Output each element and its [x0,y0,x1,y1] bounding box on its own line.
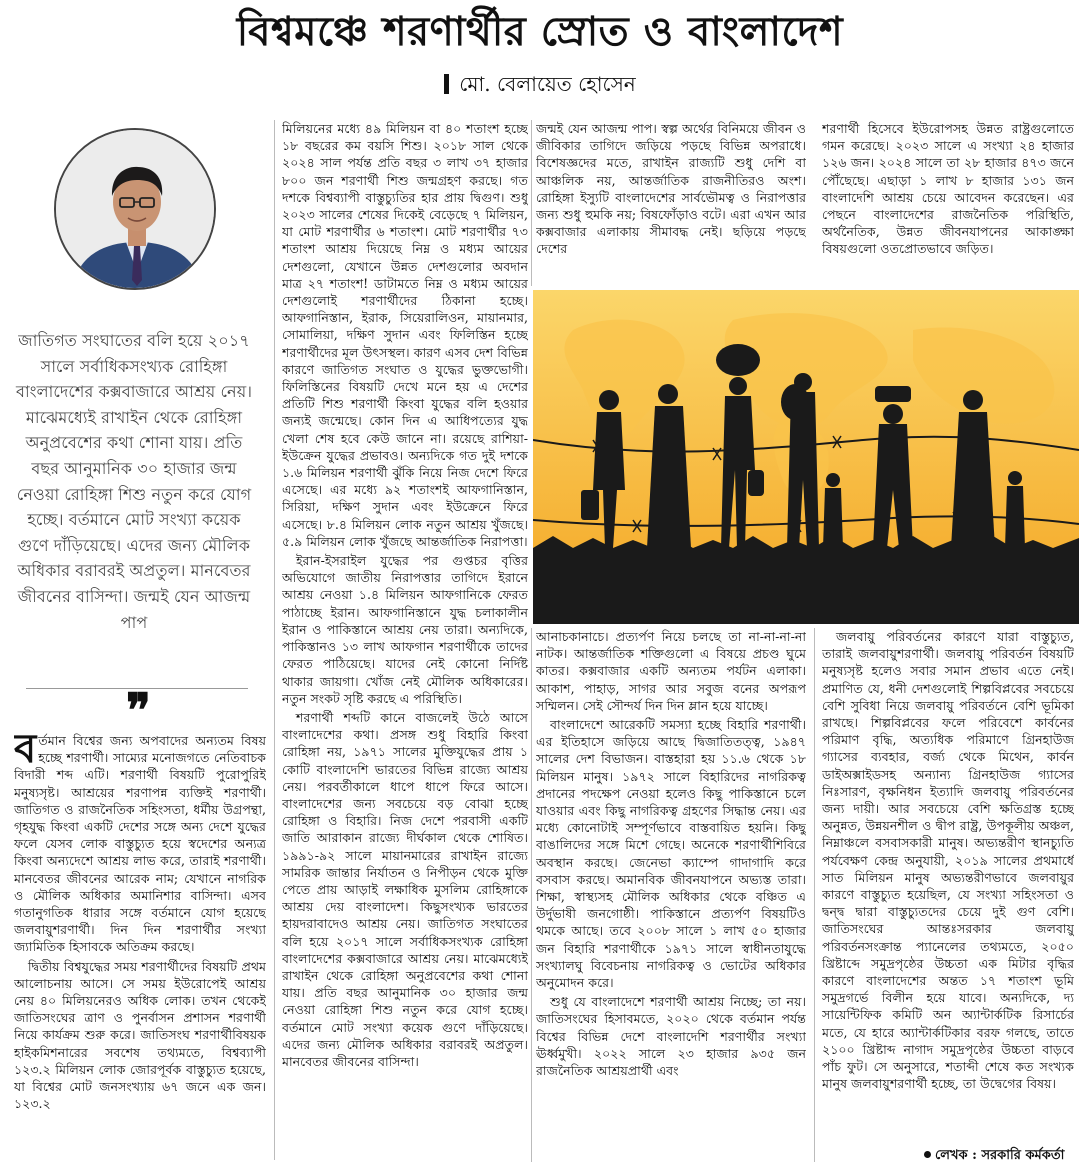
column-rule [531,120,532,286]
author-name: মো. বেলায়েত হোসেন [459,72,636,96]
quote-mark-icon: ❞ [126,683,151,737]
paragraph-text: র্তমান বিশ্বের জন্য অপবাদের অন্যতম বিষয় হচ্ছে শরণার্থী। সাম্যের মনোজগতে নেতিবাচক বিদারী শব্দ এটি। শরণার্থী বিষয়টি পুরোপুরিই মনুষ্যসৃষ্ট। আশ্রয়ের শরণাপন্ন ব্যক্তিই শরণার্থী। জাতিগত ও রাজনৈতিক সহিংসতা, ধর্মীয় উগ্রপন্থা, গৃহযুদ্ধ কিংবা একটি দেশের সঙ্গে অন্য দেশে যুদ্ধের ফলে যেসব লোক বাস্তুচ্যুত হয়ে স্বদেশের অন্যত্র কিংবা অন্যদেশে আশ্রয় লাভ করে, তারাই শরণার্থী। মানবেতর জীবনের আরেক নাম; যেখানে নাগরিক ও মৌলিক অধিকার অমানিশার বাসিন্দা। এসব গতানুগতিক ধারার সঙ্গে বর্তমানে যোগ হয়েছে জলবায়ুশরণার্থী। দিন দিন শরণার্থীর সংখ্যা জ্যামিতিক হিসাবকে অতিক্রম করছে। [14,733,266,955]
headline: বিশ্বমঞ্চে শরণার্থীর স্রোত ও বাংলাদেশ [236,8,844,55]
column-2 [282,120,528,1166]
author-note-text: লেখক : সরকারি কর্মকর্তা [935,1148,1065,1163]
bullet-icon [924,1151,931,1158]
paragraph: ইরান-ইসরাইল যুদ্ধের পর গুপ্তচর বৃত্তির অভিযোগে জাতীয় নিরাপত্তার তাগিদে ইরানে আশ্রয় নেওয়া ১.৪ মিলিয়ন আফগানিকে ফেরত পাঠাচ্ছে ইরান। আফগানিস্তানে যুদ্ধ চলাকালীন ইরান ও পাকিস্তানে আশ্রয় নেয় তারা। অন্যদিকে, পাকিস্তানও ১৩ লাখ আফগান শরণার্থীকে তাদের ফেরত পাঠিয়েছে। যাদের নেই কোনো নির্দিষ্ট থাকার জায়গা। খোঁজ নেই মৌলিক অধিকারের। নতুন সংকট সৃষ্টি করছে এ পরিস্থিতি। [282,553,528,706]
author-portrait-illustration [56,130,216,290]
paragraph: আনাচকানাচে। প্রত্যর্পণ নিয়ে চলছে তা না-না-না-না নাটক। আন্তর্জাতিক শক্তিগুলো এ বিষয়ে প্রচণ্ড ঘুমে কাতর। কক্সবাজার একটি অন্যতম পর্যটন এলাকা। আকাশ, পাহাড়, সাগর আর সবুজ বনের অপরূপ সম্মিলন। সেই সৌন্দর্য দিন দিন ম্লান হয়ে যাচ্ছে। [536,629,806,713]
paragraph: মিলিয়নের মধ্যে ৪৯ মিলিয়ন বা ৪০ শতাংশ হচ্ছে ১৮ বছরের কম বয়সি শিশু। ২০১৮ সাল থেকে ২০২৪ সাল পর্যন্ত প্রতি বছর ৩ লাখ ৩৭ হাজার ৮০০ জন শরণার্থী শিশু জন্মগ্রহণ করছে। গত দশকে বিশ্বব্যাপী বাস্তুচ্যুতির হার প্রায় দ্বিগুণ। শুধু ২০২৩ সালের শেষের দিকেই বেড়েছে ৭ মিলিয়ন, যা মোট শরণার্থীর ৬ শতাংশ। মোট শরণার্থীর ৭৩ শতাংশ আশ্রয় দিয়েছে নিম্ন ও মধ্যম আয়ের দেশগুলো, যেখানে উন্নত দেশগুলোর অবদান মাত্র ২৭ শতাংশ! ডাটামতে নিম্ন ও মধ্যম আয়ের দেশগুলোই শরণার্থীদের ঠিকানা হচ্ছে। আফগানিস্তান, ইরাক, সিয়েরালিওন, মায়ানমার, সোমালিয়া, দক্ষিণ সুদান এবং ফিলিস্তিন হচ্ছে শরণার্থীদের মূল উৎসস্থল। কারণ এসব দেশ বিভিন্ন কারণে জাতিগত সংঘাত ও যুদ্ধের ভুক্তভোগী। ফিলিস্তিনের বিষয়টি দেখে মনে হয় এ দেশের প্রতিটি শিশু শরণার্থী কিংবা যুদ্ধের বলি হওয়ার জন্যই জন্মেছে। কোন দিন এ আধিপত্যের যুদ্ধ খেলা শেষ হবে কেউ জানে না। রয়েছে রাশিয়া-ইউক্রেন যুদ্ধের প্রভাবও। অন্যদিকে গত দুই দশকে ১.৬ মিলিয়ন শরণার্থী ঝুঁকি নিয়ে নিজ দেশে ফিরে এসেছে। এর মধ্যে ৯২ শতাংশই আফগানিস্তান, সিরিয়া, দক্ষিণ সুদান এবং ইউক্রেনে ফিরে এসেছে। ৮.৪ মিলিয়ন লোক নতুন আশ্রয় খুঁজছে। ৫.৯ মিলিয়ন লোক খুঁজছে আন্তর্জাতিক নিরাপত্তা। [282,121,528,549]
paragraph: শরণার্থী শব্দটি কানে বাজলেই উঠে আসে বাংলাদেশের কথা। প্রসঙ্গ শুধু বিহারি কিংবা রোহিঙ্গা নয়, ১৯৭১ সালের মুক্তিযুদ্ধের প্রায় ১ কোটি বাংলাদেশি ভারতের বিভিন্ন রাজ্যে আশ্রয় নেয়। পরবর্তীকালে ধাপে ধাপে ফিরে আসে। বাংলাদেশের জন্য সবচেয়ে বড় বোঝা হচ্ছে রোহিঙ্গা ও বিহারি। নিজ দেশে পরবাসী একটি জাতি আরাকান রাজ্যে দীর্ঘকাল থেকে শোষিত। ১৯৯১-৯২ সালে মায়ানমারের রাখাইন রাজ্যে সামরিক জান্তার নির্যাতন ও নিপীড়ন থেকে মুক্তি পেতে প্রায় আড়াই লক্ষাধিক মুসলিম রোহিঙ্গাকে আশ্রয় দেয় বাংলাদেশ। কিছুসংখ্যক ভারতের হায়দরাবাদেও আশ্রয় নেয়। জাতিগত সংঘাতের বলি হয়ে ২০১৭ সালে সর্বাধিকসংখ্যক রোহিঙ্গা বাংলাদেশের কক্সবাজারে আশ্রয় নেয়। মাঝেমধ্যেই রাখাইন থেকে রোহিঙ্গা অনুপ্রবেশের কথা শোনা যায়। প্রতি বছর আনুমানিক ৩০ হাজার জন্ম নেওয়া রোহিঙ্গা শিশু নতুন করে যোগ হচ্ছে। বর্তমানে মোট সংখ্যা কয়েক গুণে দাঁড়িয়েছে। এদের জন্য মৌলিক অধিকার বরাবরই অপ্রতুল। মানবেতর জীবনের বাসিন্দা। [282,709,528,1069]
paragraph: জন্মই যেন আজন্ম পাপ। স্বল্প অর্থের বিনিময়ে জীবন ও জীবিকার তাগিদে জড়িয়ে পড়ছে বিভিন্ন অপরাধে। বিশেষজ্ঞদের মতে, রাখাইন রাজ্যটি শুধু দেশি বা আঞ্চলিক নয়, আন্তর্জাতিক রাজনীতিরও অংশ। রোহিঙ্গা ইস্যুটি বাংলাদেশের সার্বভৌমত্ব ও নিরাপত্তার জন্য শুধু হুমকি নয়; বিষফোঁড়াও বটে। এরা এখন আর কক্সবাজার এলাকায় সীমাবদ্ধ নেই। ছড়িয়ে পড়ছে দেশের [536,121,806,257]
column-rule [274,120,275,1160]
paragraph: বাংলাদেশে আরেকটি সমস্যা হচ্ছে বিহারি শরণার্থী। এর ইতিহাসে জড়িয়ে আছে দ্বিজাতিতত্ত্ব, ১৯৪৭ সালের দেশ বিভাজন। বাস্তহারা হয় ১১.৬ থেকে ১৮ মিলিয়ন মানুষ। ১৯৭২ সালে বিহারিদের নাগরিকত্ব প্রদানের পদক্ষেপ নেওয়া হলেও কিছু পাকিস্তানে চলে যাওয়ার এবং কিছু নাগরিকত্ব গ্রহণের সিদ্ধান্ত নেয়। এর মধ্যে কোনোটাই সম্পূর্ণভাবে বাস্তবায়িত হয়নি। কিছু বাঙালিদের সঙ্গে মিশে গেছে। অনেকে শরণার্থীশিবিরে অবস্থান করছে। জেনেভা ক্যাম্পে গাদাগাদি করে বসবাস করছে। অমানবিক জীবনযাপনে অভ্যস্ত তারা। শিক্ষা, স্বাস্থ্যসহ মৌলিক অধিকার থেকে বঞ্চিত এ উর্দুভাষী জনগোষ্ঠী। পাকিস্তানে প্রত্যর্পণ বিষয়টিও থমকে আছে। তবে ২০০৮ সালে ১ লাখ ৫০ হাজার জন বিহারি শরণার্থীকে ১৯৭১ সালে স্বাধীনতাযুদ্ধে সংখ্যালঘু বিবেচনায় নাগরিকত্ব ও ভোটের অধিকার অনুমোদন করে। [536,717,806,991]
column-4-bottom [822,628,1074,1144]
author-photo [54,128,216,290]
column-3-bottom [536,628,806,1166]
byline-bar [444,74,449,94]
paragraph: দ্বিতীয় বিশ্বযুদ্ধের সময় শরণার্থীদের বিষয়টি প্রথম আলোচনায় আসে। সে সময় ইউরোপেই আশ্রয় নেয় ৪০ মিলিয়নেরও অধিক লোক। তখন থেকেই জাতিসংঘের ত্রাণ ও পুনর্বাসন প্রশাসন শরণার্থী নিয়ে কার্যক্রম শুরু করে। জাতিসংঘ শরণার্থীবিষয়ক হাইকমিশনারের সবশেষ তথ্যমতে, বিশ্বব্যাপী ১২৩.২ মিলিয়ন লোক জোরপূর্বক বাস্তুচ্যুত হয়েছে, যা বিশ্বের মোট জনসংখ্যায় ৬৭ জনে এক জন। ১২৩.২ [14,958,266,1112]
column-rule [814,628,815,1162]
column-4-top [822,120,1074,286]
drop-cap: ব [14,732,37,772]
paragraph [14,732,266,956]
byline [0,70,1080,98]
paragraph: জলবায়ু পরিবর্তনের কারণে যারা বাস্তুচ্যুত, তারাই জলবায়ুশরণার্থী। জলবায়ু পরিবর্তন বিষয়টি মনুষ্যসৃষ্ট হলেও সবার সমান প্রভাব এতে নেই। প্রমাণিত যে, ধনী দেশগুলোই শিল্পবিপ্লবের সবচেয়ে বেশি সুবিধা নিয়ে জলবায়ু পরিবর্তনে বেশি ভূমিকা রাখছে। শিল্পবিপ্লবের ফলে পরিবেশে কার্বনের পরিমাণ বৃদ্ধি, অত্যধিক পরিমাণে গ্রিনহাউজ গ্যাসের ব্যবহার, বর্জ্য থেকে মিথেন, কার্বন ডাইঅক্সাইডসহ অন্যান্য গ্রিনহাউজ গ্যাসের নিঃসারণ, বৃক্ষনিধন ইত্যাদি জলবায়ু পরিবর্তনের জন্য দায়ী। আর সবচেয়ে বেশি ক্ষতিগ্রস্ত হচ্ছে অনুন্নত, উন্নয়নশীল ও দ্বীপ রাষ্ট্র, উপকূলীয় অঞ্চল, নিম্নাঞ্চলে বসবাসকারী মানুষ। অভ্যন্তরীণ স্থানচ্যুতি পর্যবেক্ষণ কেন্দ্র অনুযায়ী, ২০১৯ সালের প্রথমার্ধে সাত মিলিয়ন মানুষ অভ্যন্তরীণভাবে জলবায়ুর কারণে বাস্তুচ্যুত হয়েছিল, যে সংখ্যা সহিংসতা ও দ্বন্দ্ব দ্বারা বাস্তুচ্যুতদের চেয়ে দুই গুণ বেশি। জাতিসংঘের আন্তঃসরকার জলবায়ু পরিবর্তনসংক্রান্ত প্যানেলের তথ্যমতে, ২০৫০ খ্রিষ্টাব্দে সমুদ্রপৃষ্ঠের উচ্চতা এক মিটার বৃদ্ধির কারণে বাংলাদেশের অন্তত ১৭ শতাংশ ভূমি সমুদ্রগর্ভে বিলীন হয়ে যাবে। অন্যদিকে, দ্য সায়েন্টিফিক কমিটি অন অ্যান্টার্কটিক রিসার্চের মতে, যে হারে অ্যান্টার্কটিকার বরফ গলছে, তাতে ২১০০ খ্রিষ্টাব্দ নাগাদ সমুদ্রপৃষ্ঠের উচ্চতা বাড়বে পাঁচ ফুট। সে অনুসারে, শতাব্দী শেষে কত সংখ্যক মানুষ জলবায়ুশরণার্থী হচ্ছে, তা উদ্বেগের বিষয়। [822,629,1074,1092]
paragraph: শুধু যে বাংলাদেশে শরণার্থী আশ্রয় নিচ্ছে; তা নয়। জাতিসংঘের হিসাবমতে, ২০২০ থেকে বর্তমান পর্যন্ত বিশ্বের বিভিন্ন দেশে বাংলাদেশি শরণার্থীর সংখ্যা ঊর্ধ্বমুখী। ২০২২ সালে ২৩ হাজার ৯৩৫ জন রাজনৈতিক আশ্রয়প্রার্থী এবং [536,994,806,1079]
refugee-silhouettes-image [533,290,1079,624]
column-rule [531,628,532,1162]
column-3-top [536,120,806,286]
refugee-illustration [533,290,1079,624]
paragraph: শরণার্থী হিসেবে ইউরোপসহ উন্নত রাষ্ট্রগুলোতে গমন করেছে। ২০২৩ সালে এ সংখ্যা ২৪ হাজার ১২৬ জন। ২০২৪ সালে তা ২৮ হাজার ৪৭৩ জনে পৌঁছেছে। এছাড়া ১ লাখ ৮ হাজার ১৩১ জন বাংলাদেশি আশ্রয় চেয়ে আবেদন করেছেন। এর পেছনে বাংলাদেশের রাজনৈতিক পরিস্থিতি, অর্থনৈতিক, উন্নত জীবনযাপনের আকাঙ্ক্ষা বিষয়গুলো ওতপ্রোতভাবে জড়িত। [822,121,1074,257]
author-note [924,1146,1064,1166]
column-1 [14,732,266,1164]
pull-quote: জাতিগত সংঘাতের বলি হয়ে ২০১৭ সালে সর্বাধিকসংখ্যক রোহিঙ্গা বাংলাদেশের কক্সবাজারে আশ্রয় নেয়। মাঝেমধ্যেই রাখাইন থেকে রোহিঙ্গা অনুপ্রবেশের কথা শোনা যায়। প্রতি বছর আনুমানিক ৩০ হাজার জন্ম নেওয়া রোহিঙ্গা শিশু নতুন করে যোগ হচ্ছে। বর্তমানে মোট সংখ্যা কয়েক গুণে দাঁড়িয়েছে। এদের জন্য মৌলিক অধিকার বরাবরই অপ্রতুল। মানবেতর জীবনের বাসিন্দা। জন্মই যেন আজন্ম পাপ [15,331,253,632]
